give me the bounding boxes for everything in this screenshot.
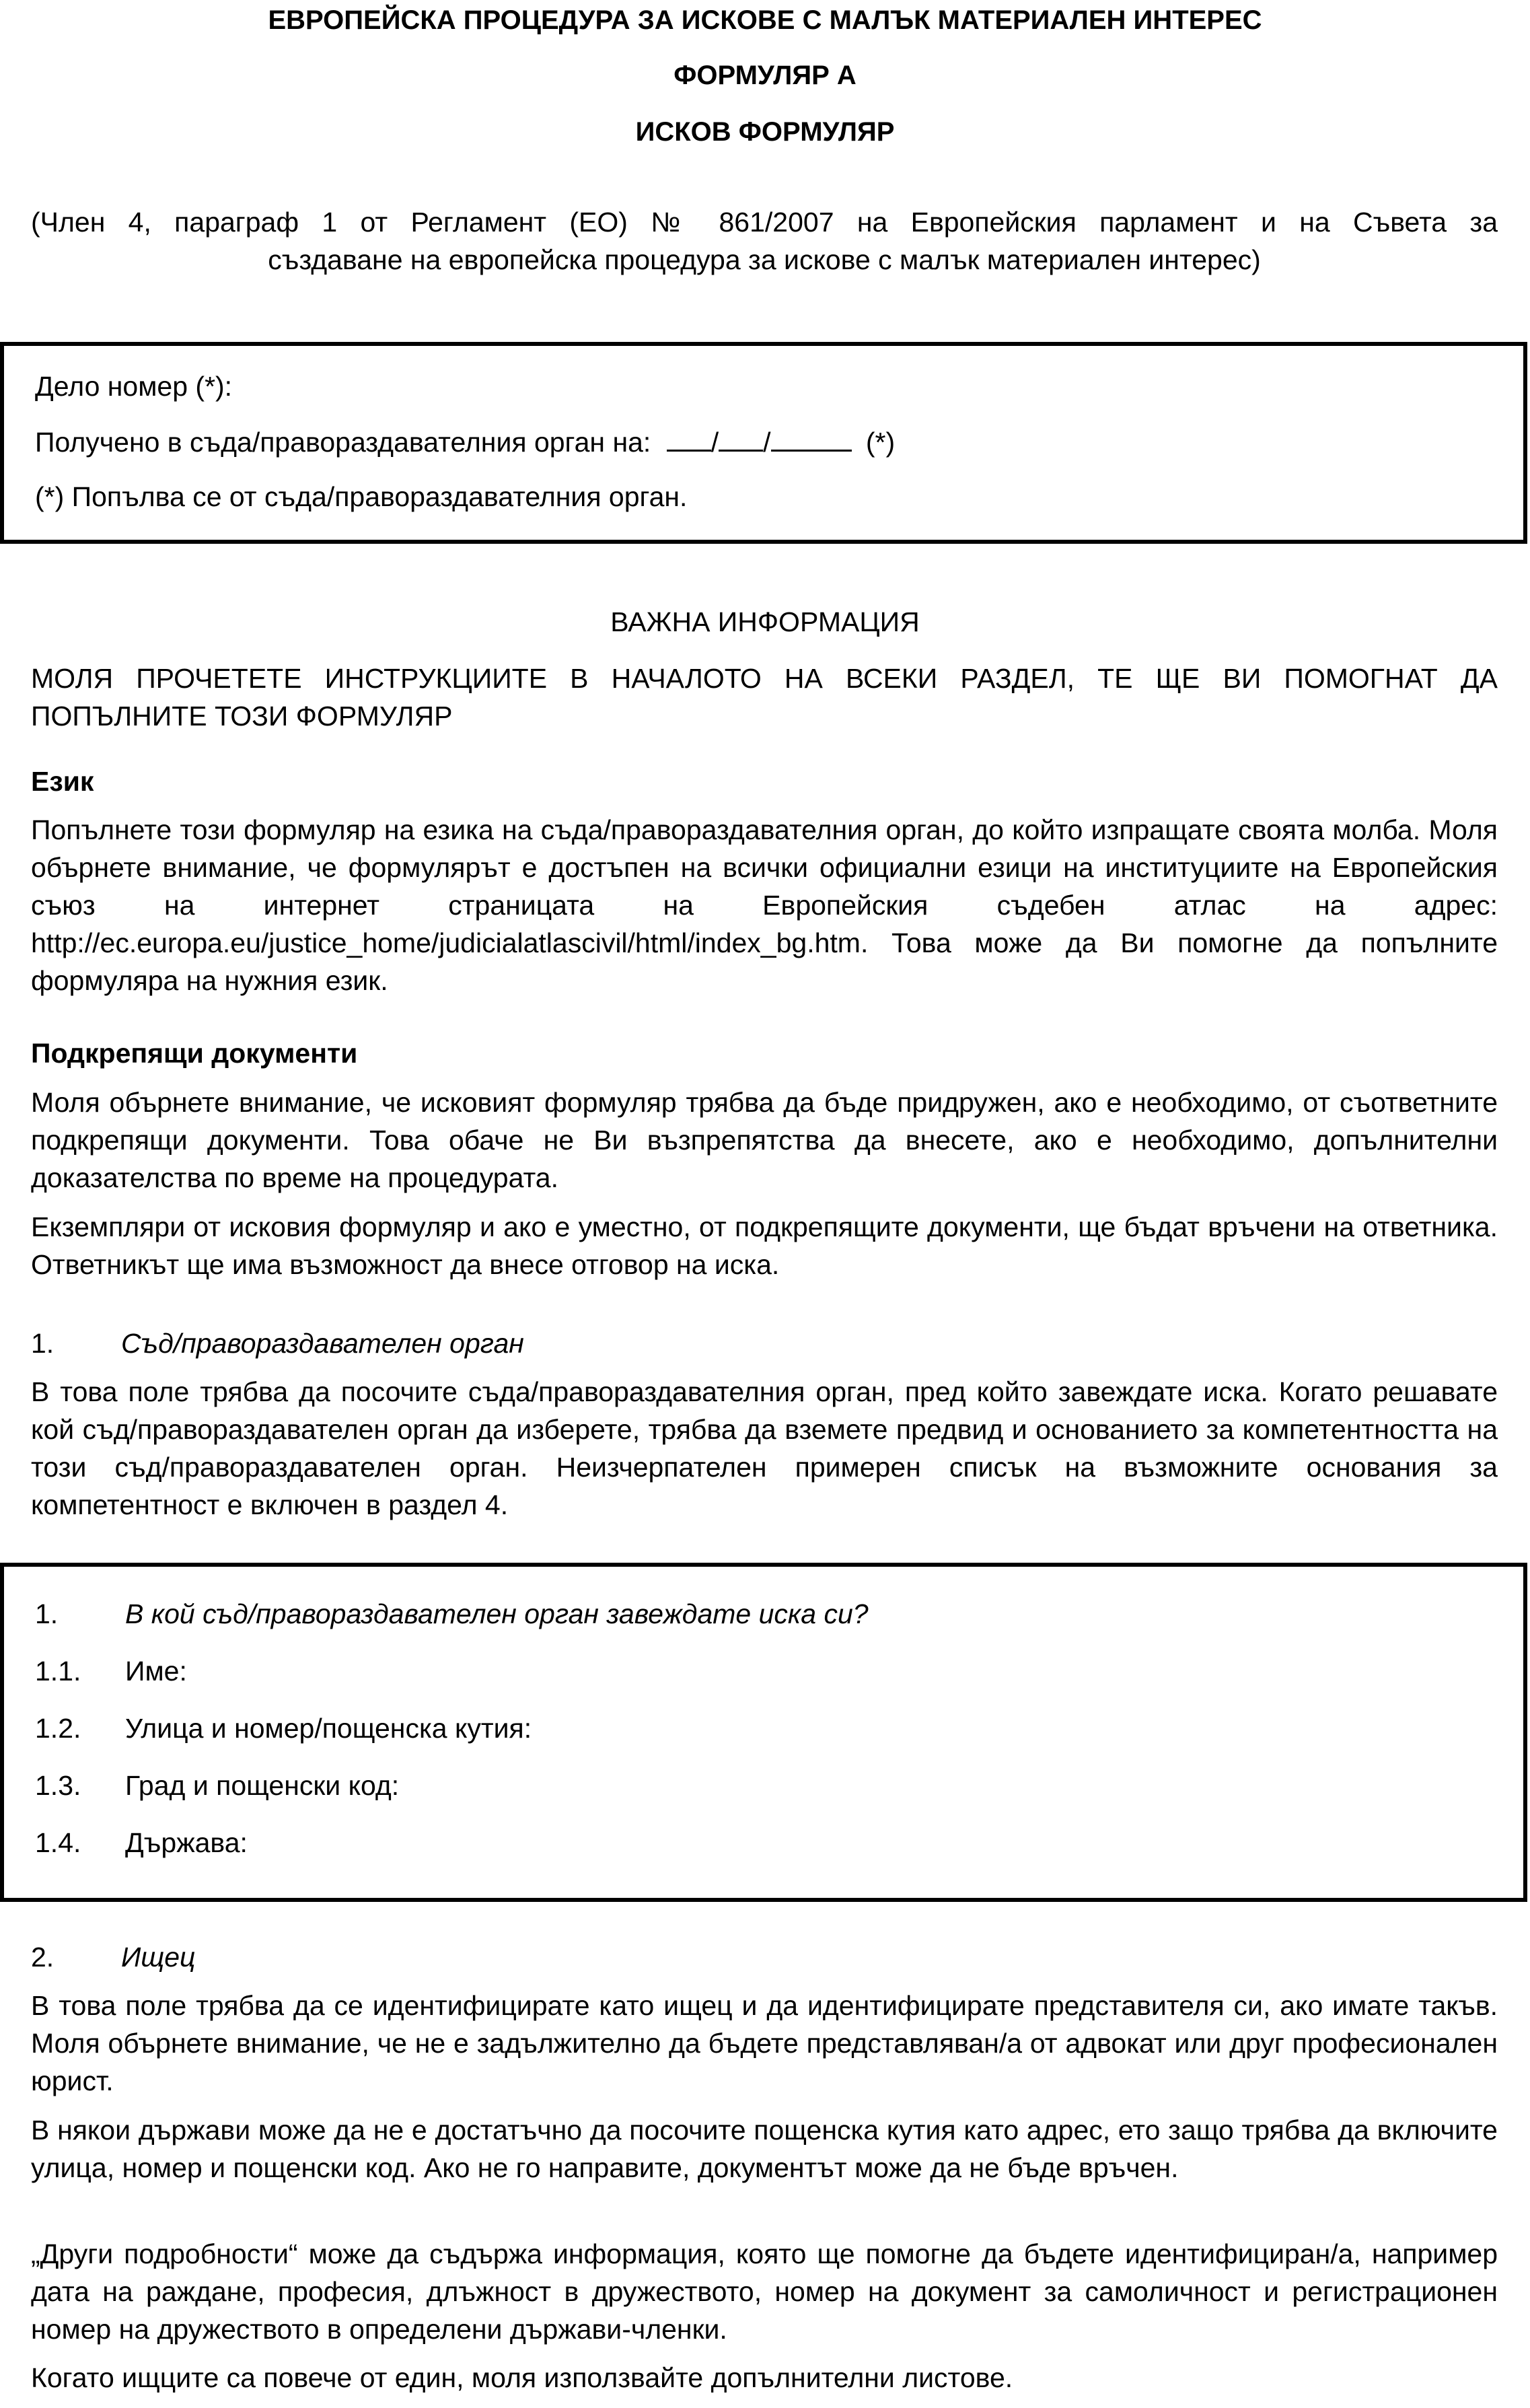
- field-row-city[interactable]: [35, 1767, 399, 1804]
- court-use-box: [0, 342, 1527, 544]
- received-date-row: [35, 423, 895, 461]
- document-title: ЕВРОПЕЙСКА ПРОЦЕДУРА ЗА ИСКОВЕ С МАЛЪК МАТЕРИАЛЕН ИНТЕРЕС: [268, 5, 1262, 35]
- section2-heading: [31, 1938, 195, 1976]
- supporting-documents-text1: Моля обърнете внимание, че исковият формуляр трябва да бъде придружен, ако е необходимо, от съответните подкрепящи документи. Това обаче не Ви възпрепятства да внесете, ако е необходимо, допълнителни доказателства по време на процедурата.: [31, 1087, 1498, 1193]
- field-number: 1.1.: [35, 1656, 81, 1687]
- date-separator: /: [711, 427, 719, 458]
- received-year-field[interactable]: [771, 423, 852, 452]
- field-number: 1.4.: [35, 1827, 81, 1858]
- field-row-country[interactable]: [35, 1824, 248, 1862]
- court-question: В кой съд/правораздавателен орган завеждате иска си?: [125, 1598, 869, 1629]
- received-month-field[interactable]: [719, 423, 763, 452]
- important-info-instruction: МОЛЯ ПРОЧЕТЕТЕ ИНСТРУКЦИИТЕ В НАЧАЛОТО НА ВСЕКИ РАЗДЕЛ, ТЕ ЩЕ ВИ ПОМОГНАТ ДА ПОПЪЛНИТЕ ТОЗИ ФОРМУЛЯР: [31, 663, 1498, 732]
- section2-text1: В това поле трябва да се идентифицирате като ищец и да идентифицирате представителя си, ако имате такъв. Моля обърнете внимание, че не е задължително да бъдете представляван/а от адвокат или друг професионален юрист.: [31, 1990, 1498, 2096]
- field-number: 1.3.: [35, 1770, 81, 1801]
- section2-text4: Когато ищците са повече от един, моля използвайте допълнителни листове.: [31, 2362, 1013, 2393]
- received-day-field[interactable]: [667, 423, 711, 452]
- field-number: 1.2.: [35, 1713, 81, 1744]
- section2-text3: „Други подробности“ може да съдържа информация, която ще помогне да бъдете идентифициран/а, например дата на раждане, професия, длъжност в дружеството, номер на документ за самоличност и регистрационен номер на дружеството в определени държави-членки.: [31, 2238, 1498, 2345]
- field-label-country: Държава:: [125, 1827, 248, 1858]
- supporting-documents-heading: Подкрепящи документи: [31, 1038, 358, 1069]
- regulation-reference-line1: (Член 4, параграф 1 от Регламент (ЕО) № 861/2007 на Европейския парламент и на Съвета за: [31, 207, 1498, 238]
- received-date-label: Получено в съда/правораздавателния орган на:: [35, 427, 651, 458]
- important-info-heading: ВАЖНА ИНФОРМАЦИЯ: [610, 606, 920, 637]
- regulation-reference-line2: създаване на европейска процедура за искове с малък материален интерес): [268, 244, 1261, 275]
- court-details-box: [0, 1563, 1527, 1902]
- case-number-label: Дело номер (*):: [35, 371, 233, 402]
- field-label-name: Име:: [125, 1656, 187, 1687]
- court-question-row: [35, 1595, 869, 1633]
- section2-title: Ищец: [121, 1942, 196, 1973]
- section1-text: В това поле трябва да посочите съда/правораздавателния орган, пред който завеждате иска. Когато решавате кой съд/правораздавателен орган да изберете, трябва да вземете предвид и основанието за компетентността на този съд/правораздавателен орган. Неизчерпателен примерен списък на възможните основания за компетентност е включен в раздел 4.: [31, 1376, 1498, 1520]
- date-separator: /: [763, 427, 771, 458]
- section2-number: 2.: [31, 1942, 54, 1973]
- court-use-footnote: (*) Попълва се от съда/правораздавателния орган.: [35, 481, 688, 512]
- field-row-street[interactable]: [35, 1709, 532, 1747]
- section2-text2: В някои държави може да не е достатъчно да посочите пощенска кутия като адрес, ето защо трябва да включите улица, номер и пощенски код. Ако не го направите, документът може да не бъде връчен.: [31, 2115, 1498, 2183]
- received-date-asterisk: (*): [865, 427, 896, 458]
- court-question-number: 1.: [35, 1598, 59, 1629]
- field-label-street: Улица и номер/пощенска кутия:: [125, 1713, 532, 1744]
- section1-heading: [31, 1324, 524, 1362]
- section1-title: Съд/правораздавателен орган: [121, 1328, 524, 1359]
- field-label-city: Град и пощенски код:: [125, 1770, 400, 1801]
- form-title: ФОРМУЛЯР А: [673, 61, 857, 90]
- language-text: Попълнете този формуляр на езика на съда/правораздавателния орган, до който изпращате своята молба. Моля обърнете внимание, че формулярът е достъпен на всички официални езици на институциите на Европейския съюз на интернет страницата на Европейския съдебен атлас на адрес: http://ec.europa.eu/justice_home/judicialatlascivil/html/index_bg.htm. Това може да Ви помогне да попълните формуляра на нужния език.: [31, 814, 1498, 996]
- supporting-documents-text2: Екземпляри от исковия формуляр и ако е уместно, от подкрепящите документи, ще бъдат връчени на ответника. Ответникът ще има възможност да внесе отговор на иска.: [31, 1211, 1498, 1280]
- section1-number: 1.: [31, 1328, 54, 1359]
- language-heading: Език: [31, 766, 94, 797]
- field-row-name[interactable]: [35, 1652, 187, 1690]
- form-subtitle: ИСКОВ ФОРМУЛЯР: [635, 117, 895, 147]
